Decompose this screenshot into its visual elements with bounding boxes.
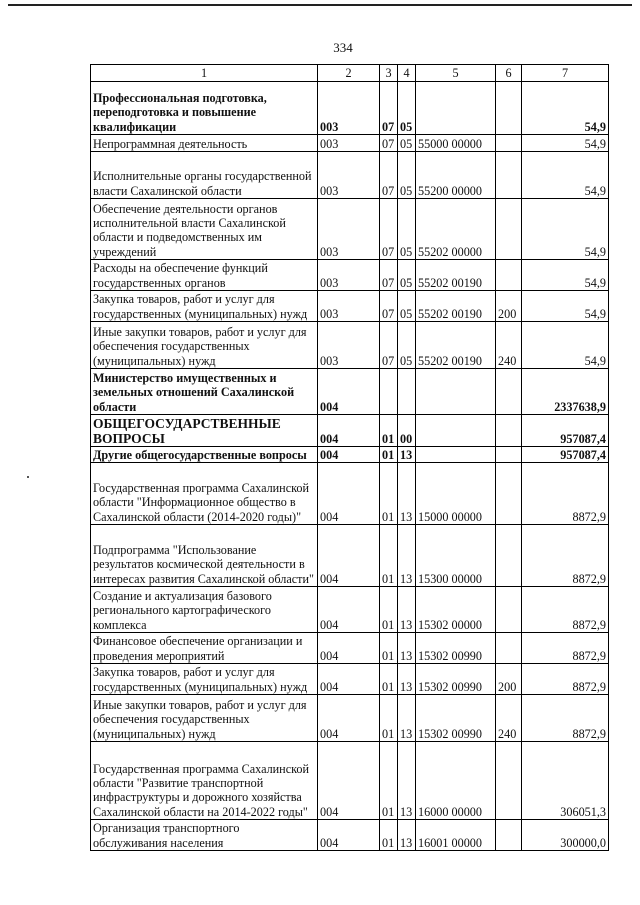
budget-table (90, 64, 609, 851)
row-vedomstvo: 003 (318, 199, 380, 260)
row-podrazdel: 13 (398, 742, 416, 820)
row-razdel: 01 (380, 742, 398, 820)
row-amount: 306051,3 (522, 742, 609, 820)
page-number: 334 (333, 40, 353, 55)
row-amount: 54,9 (522, 135, 609, 152)
row-csr: 55202 00000 (416, 199, 496, 260)
row-vedomstvo: 004 (318, 447, 380, 463)
row-vr (496, 742, 522, 820)
row-podrazdel: 13 (398, 664, 416, 695)
row-razdel: 01 (380, 587, 398, 633)
row-vr (496, 199, 522, 260)
row-razdel: 07 (380, 135, 398, 152)
row-razdel (380, 369, 398, 415)
row-razdel: 07 (380, 199, 398, 260)
table-row (91, 199, 609, 260)
row-vr (496, 463, 522, 525)
row-csr: 15302 00990 (416, 664, 496, 695)
row-vr: 240 (496, 695, 522, 742)
row-csr: 55202 00190 (416, 291, 496, 322)
row-csr: 15300 00000 (416, 525, 496, 587)
row-name: Непрограммная деятельность (91, 135, 318, 152)
row-csr: 15302 00000 (416, 587, 496, 633)
row-name: ОБЩЕГОСУДАРСТВЕННЫЕ ВОПРОСЫ (91, 415, 318, 447)
row-vedomstvo: 003 (318, 260, 380, 291)
row-name: Иные закупки товаров, работ и услуг для обеспечения государственных (муниципальных) нужд (91, 322, 318, 369)
row-vr: 240 (496, 322, 522, 369)
row-amount: 8872,9 (522, 525, 609, 587)
row-podrazdel: 05 (398, 135, 416, 152)
row-vedomstvo: 004 (318, 695, 380, 742)
table-row (91, 695, 609, 742)
header-cell-4: 4 (398, 65, 416, 82)
row-vedomstvo: 004 (318, 742, 380, 820)
row-razdel: 01 (380, 695, 398, 742)
row-amount: 54,9 (522, 322, 609, 369)
row-csr (416, 415, 496, 447)
row-amount: 8872,9 (522, 463, 609, 525)
row-vedomstvo: 004 (318, 587, 380, 633)
row-razdel: 01 (380, 463, 398, 525)
row-podrazdel: 13 (398, 820, 416, 851)
row-vedomstvo: 004 (318, 820, 380, 851)
row-amount: 54,9 (522, 82, 609, 135)
row-razdel: 07 (380, 260, 398, 291)
row-vedomstvo: 004 (318, 525, 380, 587)
row-amount: 300000,0 (522, 820, 609, 851)
row-amount: 2337638,9 (522, 369, 609, 415)
row-vedomstvo: 003 (318, 135, 380, 152)
row-vr: 200 (496, 291, 522, 322)
row-razdel: 01 (380, 525, 398, 587)
row-name: Государственная программа Сахалинской области "Развитие транспортной инфраструктуры и дорожного хозяйства Сахалинской области на 2014-2022 годы" (91, 742, 318, 820)
row-podrazdel: 05 (398, 322, 416, 369)
row-razdel: 01 (380, 447, 398, 463)
row-podrazdel: 05 (398, 260, 416, 291)
row-amount: 54,9 (522, 199, 609, 260)
row-razdel: 01 (380, 415, 398, 447)
row-vr: 200 (496, 664, 522, 695)
table-row (91, 820, 609, 851)
row-vedomstvo: 003 (318, 322, 380, 369)
row-podrazdel: 13 (398, 525, 416, 587)
row-name: Другие общегосударственные вопросы (91, 447, 318, 463)
row-csr: 55200 00000 (416, 152, 496, 199)
row-csr: 55202 00190 (416, 260, 496, 291)
row-razdel: 01 (380, 820, 398, 851)
table-row (91, 369, 609, 415)
top-rule (8, 4, 632, 6)
row-vr (496, 82, 522, 135)
row-vr (496, 525, 522, 587)
row-vedomstvo: 004 (318, 463, 380, 525)
table-row (91, 415, 609, 447)
row-vr (496, 587, 522, 633)
row-vr (496, 415, 522, 447)
row-razdel: 07 (380, 152, 398, 199)
table-header-row (91, 65, 609, 82)
row-razdel: 07 (380, 291, 398, 322)
row-name: Исполнительные органы государственной власти Сахалинской области (91, 152, 318, 199)
table-row (91, 322, 609, 369)
row-name: Закупка товаров, работ и услуг для государственных (муниципальных) нужд (91, 664, 318, 695)
row-vedomstvo: 004 (318, 369, 380, 415)
row-csr: 16000 00000 (416, 742, 496, 820)
row-name: Создание и актуализация базового регионального картографического комплекса (91, 587, 318, 633)
table-row (91, 135, 609, 152)
table-row (91, 587, 609, 633)
row-csr (416, 82, 496, 135)
row-podrazdel: 13 (398, 447, 416, 463)
row-name: Расходы на обеспечение функций государственных органов (91, 260, 318, 291)
table-row (91, 260, 609, 291)
row-csr: 15302 00990 (416, 633, 496, 664)
row-vedomstvo: 004 (318, 664, 380, 695)
row-podrazdel (398, 369, 416, 415)
row-podrazdel: 05 (398, 82, 416, 135)
row-name: Подпрограмма "Использование результатов космической деятельности в интересах развития Сахалинской области" (91, 525, 318, 587)
row-name: Закупка товаров, работ и услуг для государственных (муниципальных) нужд (91, 291, 318, 322)
header-cell-2: 2 (318, 65, 380, 82)
row-razdel: 07 (380, 82, 398, 135)
row-podrazdel: 05 (398, 152, 416, 199)
row-vr (496, 135, 522, 152)
row-csr: 55000 00000 (416, 135, 496, 152)
row-vr (496, 447, 522, 463)
table-row (91, 463, 609, 525)
row-podrazdel: 13 (398, 695, 416, 742)
row-vedomstvo: 003 (318, 82, 380, 135)
row-amount: 957087,4 (522, 415, 609, 447)
row-name: Финансовое обеспечение организации и проведения мероприятий (91, 633, 318, 664)
row-csr (416, 447, 496, 463)
row-vedomstvo: 003 (318, 152, 380, 199)
row-razdel: 01 (380, 633, 398, 664)
table-row (91, 152, 609, 199)
row-vedomstvo: 004 (318, 633, 380, 664)
row-name: Обеспечение деятельности органов исполнительной власти Сахалинской области и подведомственных им учреждений (91, 199, 318, 260)
row-amount: 8872,9 (522, 633, 609, 664)
row-csr (416, 369, 496, 415)
row-amount: 8872,9 (522, 695, 609, 742)
row-podrazdel: 13 (398, 587, 416, 633)
row-vr (496, 820, 522, 851)
row-podrazdel: 00 (398, 415, 416, 447)
row-amount: 8872,9 (522, 587, 609, 633)
row-vedomstvo: 004 (318, 415, 380, 447)
row-name: Организация транспортного обслуживания населения (91, 820, 318, 851)
row-amount: 54,9 (522, 291, 609, 322)
row-csr: 15302 00990 (416, 695, 496, 742)
row-csr: 55202 00190 (416, 322, 496, 369)
row-name: Профессиональная подготовка, переподготовка и повышение квалификации (91, 82, 318, 135)
row-name: Государственная программа Сахалинской области "Информационное общество в Сахалинской области (2014-2020 годы)" (91, 463, 318, 525)
table-row (91, 447, 609, 463)
row-podrazdel: 05 (398, 291, 416, 322)
row-razdel: 07 (380, 322, 398, 369)
row-podrazdel: 13 (398, 463, 416, 525)
header-cell-1: 1 (91, 65, 318, 82)
row-amount: 957087,4 (522, 447, 609, 463)
row-vr (496, 152, 522, 199)
row-vr (496, 260, 522, 291)
header-cell-7: 7 (522, 65, 609, 82)
table-row (91, 291, 609, 322)
header-cell-3: 3 (380, 65, 398, 82)
row-csr: 16001 00000 (416, 820, 496, 851)
row-amount: 54,9 (522, 152, 609, 199)
table-row (91, 742, 609, 820)
margin-speck (27, 476, 29, 478)
row-vr (496, 369, 522, 415)
row-podrazdel: 13 (398, 633, 416, 664)
table-row (91, 633, 609, 664)
header-cell-5: 5 (416, 65, 496, 82)
table-row (91, 525, 609, 587)
row-amount: 54,9 (522, 260, 609, 291)
row-amount: 8872,9 (522, 664, 609, 695)
row-razdel: 01 (380, 664, 398, 695)
row-vedomstvo: 003 (318, 291, 380, 322)
row-name: Иные закупки товаров, работ и услуг для обеспечения государственных (муниципальных) нужд (91, 695, 318, 742)
row-podrazdel: 05 (398, 199, 416, 260)
row-vr (496, 633, 522, 664)
row-name: Министерство имущественных и земельных отношений Сахалинской области (91, 369, 318, 415)
table-row (91, 664, 609, 695)
header-cell-6: 6 (496, 65, 522, 82)
table-row (91, 82, 609, 135)
row-csr: 15000 00000 (416, 463, 496, 525)
